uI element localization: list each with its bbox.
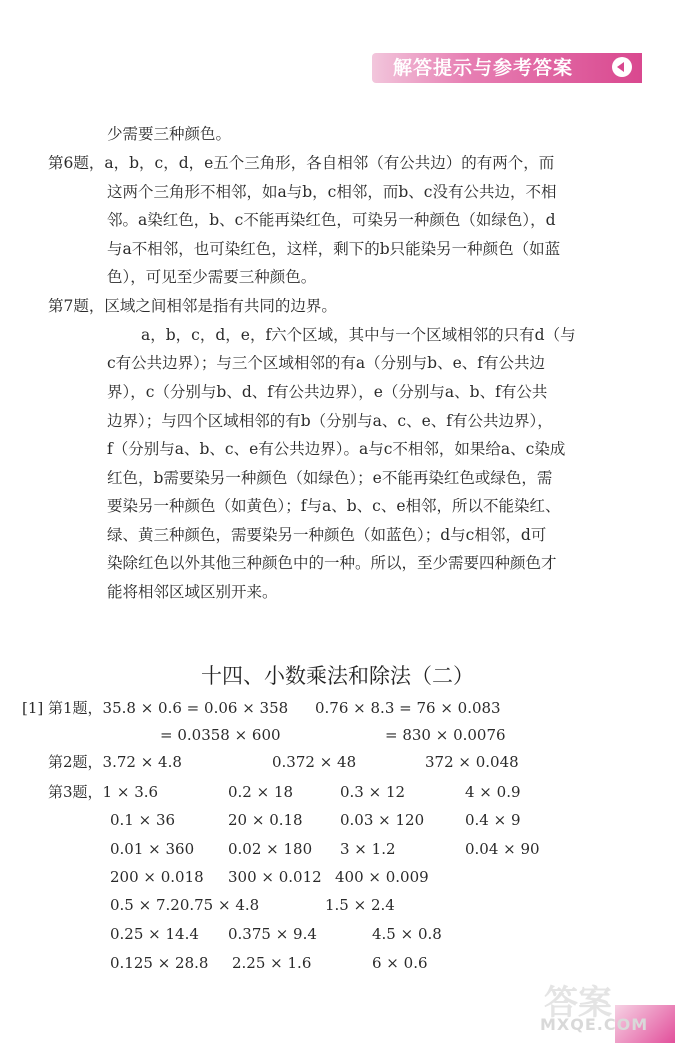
answer-item: 0.3 × 12 — [340, 783, 406, 801]
section-title: 十四、小数乘法和除法（二） — [201, 664, 474, 688]
answer-item: 0.372 × 48 — [272, 753, 357, 771]
header-title: 解答提示与参考答案 — [393, 57, 574, 79]
answer-item: 372 × 0.048 — [425, 753, 519, 771]
text-line: 染除红色以外其他三种颜色中的一种。所以，至少需要四种颜色才 — [107, 554, 557, 572]
text-line: 少需要三种颜色。 — [107, 125, 232, 143]
answer-item: 0.76 × 8.3 = 76 × 0.083 — [315, 699, 501, 717]
text-line: 邻。a染红色，b、c不能再染红色，可染另一种颜色（如绿色），d — [107, 211, 556, 229]
answer-item: 20 × 0.18 — [228, 811, 303, 829]
answer-item: 1.5 × 2.4 — [325, 896, 395, 914]
answer-item: 400 × 0.009 — [335, 868, 429, 886]
answer-item: 0.5 × 7.20.75 × 4.8 — [110, 896, 260, 914]
answer-item: 0.03 × 120 — [340, 811, 425, 829]
text-line: 第7题，区域之间相邻是指有共同的边界。 — [48, 297, 337, 315]
answer-item: 0.4 × 9 — [465, 811, 521, 829]
text-line: 绿、黄三种颜色，需要染另一种颜色（如蓝色）；d与c相邻，d可 — [107, 526, 547, 544]
answer-item: 0.02 × 180 — [228, 840, 313, 858]
answer-item: 300 × 0.012 — [228, 868, 322, 886]
answer-item: 0.375 × 9.4 — [228, 925, 317, 943]
text-line: 第6题，a，b，c，d，e五个三角形，各自相邻（有公共边）的有两个，而 — [48, 154, 555, 172]
text-line: a，b，c，d，e，f六个区域，其中与一个区域相邻的只有d（与 — [141, 326, 576, 344]
answer-item: = 830 × 0.0076 — [385, 726, 506, 744]
answer-item: 200 × 0.018 — [110, 868, 204, 886]
text-line: 红色，b需要染另一种颜色（如绿色）；e不能再染红色或绿色，需 — [107, 469, 553, 487]
text-line: 界），c（分别与b、d、f有公共边界），e（分别与a、b、f有公共 — [107, 383, 548, 401]
answer-item: 4 × 0.9 — [465, 783, 521, 801]
watermark-logo — [540, 975, 658, 1033]
answer-item: 3 × 1.2 — [340, 840, 396, 858]
text-line: 与a不相邻，也可染红色，这样，剩下的b只能染另一种颜色（如蓝 — [107, 240, 561, 258]
arrow-left-icon — [612, 57, 632, 77]
answer-item: 第2题，3.72 × 4.8 — [48, 753, 182, 771]
text-line: 边界）；与四个区域相邻的有b（分别与a、c、e、f有公共边界）， — [107, 412, 553, 430]
answer-item: 0.04 × 90 — [465, 840, 540, 858]
answer-item: 第3题，1 × 3.6 — [48, 783, 159, 801]
answer-item: 0.25 × 14.4 — [110, 925, 199, 943]
answer-item: 0.2 × 18 — [228, 783, 294, 801]
text-line: 色），可见至少需要三种颜色。 — [107, 268, 317, 286]
text-line: 能将相邻区域区别开来。 — [107, 583, 278, 601]
answer-item: = 0.0358 × 600 — [160, 726, 281, 744]
text-line: 这两个三角形不相邻，如a与b，c相邻，而b、c没有公共边，不相 — [107, 183, 557, 201]
text-line: c有公共边界）；与三个区域相邻的有a（分别与b、e、f有公共边 — [107, 354, 546, 372]
answer-item: [1] 第1题，35.8 × 0.6 = 0.06 × 358 — [22, 699, 289, 717]
answer-item: 2.25 × 1.6 — [232, 954, 312, 972]
answer-item: 0.1 × 36 — [110, 811, 176, 829]
answer-item: 0.125 × 28.8 — [110, 954, 209, 972]
text-line: 要染另一种颜色（如黄色）；f与a、b、c、e相邻，所以不能染红、 — [107, 497, 561, 515]
answer-item: 6 × 0.6 — [372, 954, 428, 972]
watermark-site: MXQE.COM — [540, 1015, 649, 1034]
watermark-glyph: 答案 — [544, 983, 612, 1023]
answer-item: 4.5 × 0.8 — [372, 925, 442, 943]
answer-item: 0.01 × 360 — [110, 840, 195, 858]
text-line: f（分别与a、b、c、e有公共边界）。a与c不相邻，如果给a、c染成 — [107, 440, 566, 458]
